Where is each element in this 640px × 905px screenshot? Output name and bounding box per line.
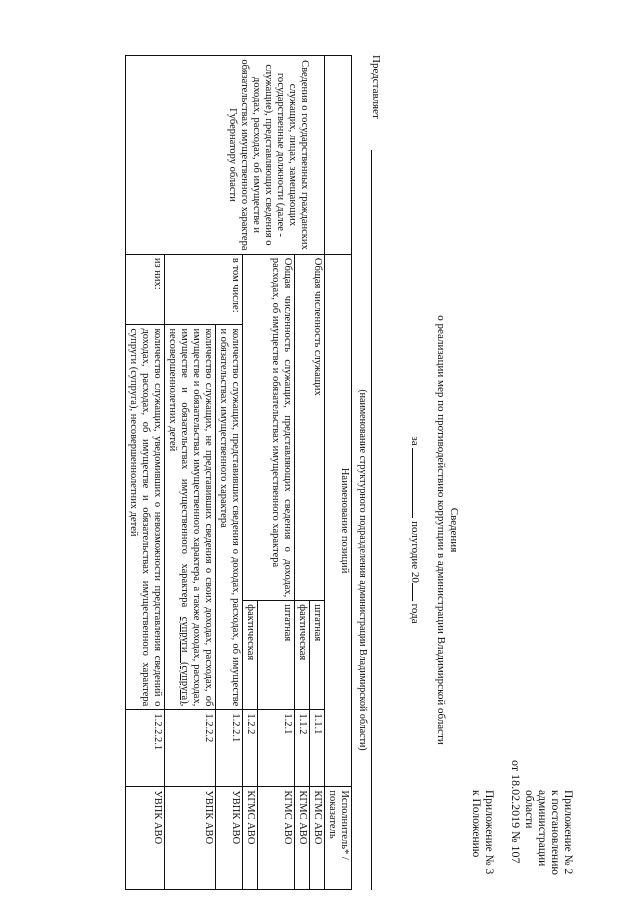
r2-exec-a: КГМС АВО — [258, 787, 295, 890]
r1-exec-b: КГМС АВО — [295, 787, 310, 890]
r1-code-a: 1.1.1 — [310, 710, 325, 787]
r1-b-cell: фактическая — [295, 601, 310, 710]
period-line — [409, 180, 424, 880]
year-blank[interactable] — [412, 583, 423, 601]
submits-caption: (наименование структурного подразделения администрации Владимирской области) — [357, 389, 368, 751]
r4-text-a: количество служащих, не представивших сведения о своих доходах, расходах, об имуществе и обязательствах имущественного характера, а также доходах, расходах, имуществе и обязательствах имущественного характера — [179, 328, 214, 707]
r3-text-cell: количество служащих, представивших сведения о доходах, расходах, об имуществе и обязательствах имущественного характера — [216, 325, 243, 710]
r4-text-b: , несовершеннолетних детей — [167, 328, 190, 707]
appendix-2-label: Приложение № 2 — [562, 790, 574, 875]
period-blank[interactable] — [412, 448, 423, 518]
table-header-row — [325, 56, 352, 890]
r2-code-a: 1.2.1 — [258, 710, 295, 787]
period-za: за — [409, 436, 421, 446]
r2-exec-b: КГМС АВО — [243, 787, 258, 890]
submits-label: Представляет — [370, 55, 382, 119]
r4-text-underlined: супруги (супруга) — [179, 616, 190, 704]
r4-code: 1.2.2.2 — [165, 710, 216, 787]
r1-exec-a: КГМС АВО — [310, 787, 325, 890]
period-half-year: полугодие 20 — [409, 521, 421, 583]
administration-label: администрации области — [523, 790, 548, 867]
to-resolution-label: к постановлению — [549, 790, 561, 875]
document-title — [409, 180, 461, 880]
r2-name-cell: Общая численность служащих, представляющих сведения о доходах, расходах, об имуществе и обязательствах имущественного характера — [243, 254, 295, 600]
r5-exec: УВПК АВО — [126, 787, 165, 890]
title-svedeniya: Сведения — [448, 507, 460, 553]
r2-a-cell: штатная — [258, 601, 295, 710]
title-subtitle: о реализации мер по противодействию коррупции в администрации Владимирской области — [435, 315, 448, 745]
r4-text-cell — [165, 325, 216, 710]
table-row — [310, 56, 325, 890]
r5-code: 1.2.2.2.1 — [126, 710, 165, 787]
section-cell: Сведения о государственных гражданских служащих, лицах, замещающих государственные должности (далее - служащие), представляющих сведения о доходах, расходах, об имуществе и обязательствах имущественного характера Губернатору области — [126, 56, 325, 255]
header-name-cell: Наименование позиций — [325, 254, 352, 786]
resolution-date: от 18.02.2019 № 107 — [509, 760, 523, 864]
r2-b-cell: фактическая — [243, 601, 258, 710]
submits-line[interactable] — [371, 150, 372, 890]
r5-text-cell: количество служащих, уведомивших о невозможности представления сведений о доходах, расходах, об имуществе и обязательствах имущественного характера супруги (супруга), несовершеннолетних детей — [126, 325, 165, 710]
r3-exec: УВПК АВО — [216, 787, 243, 890]
data-table — [125, 55, 352, 890]
period-god: года — [409, 603, 421, 624]
r1-code-b: 1.1.2 — [295, 710, 310, 787]
of-them-cell: из них: — [126, 254, 165, 325]
to-regulation-label: к Положению — [470, 790, 482, 858]
r1-name-cell: Общая численность служащих — [295, 254, 325, 600]
appendix-header — [469, 760, 574, 902]
appendix-3-label: Приложение № 3 — [483, 790, 495, 875]
r1-a-cell: штатная — [310, 601, 325, 710]
r3-code: 1.2.2.1 — [216, 710, 243, 787]
r4-exec: УВПК АВО — [165, 787, 216, 890]
r2-code-b: 1.2.2 — [243, 710, 258, 787]
incl-cell: в том числе: — [165, 254, 243, 325]
header-exec-cell: Исполнитель* /показатель — [325, 787, 352, 890]
